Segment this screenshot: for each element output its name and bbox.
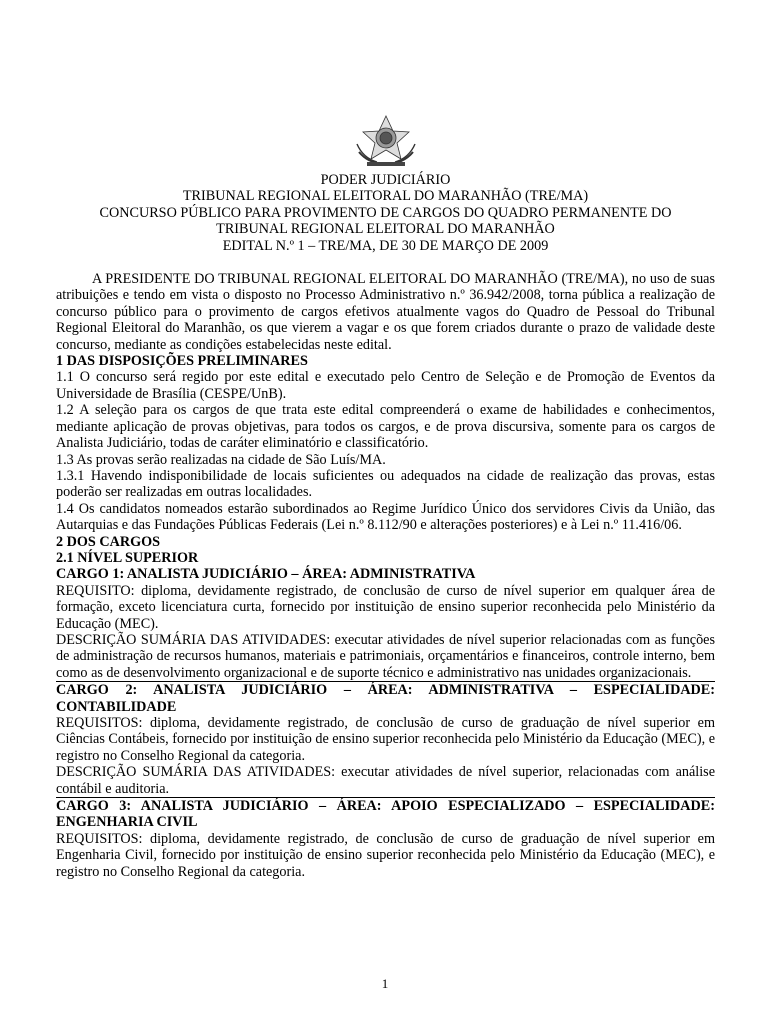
- header-line-2: TRIBUNAL REGIONAL ELEITORAL DO MARANHÃO (TRE/MA): [182, 188, 589, 205]
- header-line-3: CONCURSO PÚBLICO PARA PROVIMENTO DE CARGOS DO QUADRO PERMANENTE DO: [99, 204, 672, 221]
- section-2-1-title: 2.1 NÍVEL SUPERIOR: [56, 549, 199, 566]
- cargo-3-requisito: REQUISITOS: diploma, devidamente registrado, de conclusão de curso de graduação de nível superior em Engenharia Civil, fornecido por instituição de ensino superior reconhecida pelo Ministério da Educação (MEC), e registro no Conselho Regional da categoria.: [56, 830, 715, 880]
- document-header: [56, 172, 715, 254]
- item-1-3-1: 1.3.1 Havendo indisponibilidade de locais suficientes ou adequados na cidade de realização das provas, estas poderão ser realizadas em outras localidades.: [56, 467, 715, 501]
- section-1-title: 1 DAS DISPOSIÇÕES PRELIMINARES: [56, 353, 308, 370]
- cargo-1-requisito: REQUISITO: diploma, devidamente registrado, de conclusão de curso de nível superior em qualquer área de formação, exceto licenciatura curta, fornecido por instituição de ensino superior reconhecida pelo Ministério da Educação (MEC).: [56, 582, 715, 632]
- cargo-2-descricao: DESCRIÇÃO SUMÁRIA DAS ATIVIDADES: executar atividades de nível superior, relacionadas com análise contábil e auditoria.: [56, 764, 715, 797]
- cargo-3-title: CARGO 3: ANALISTA JUDICIÁRIO – ÁREA: APOIO ESPECIALIZADO – ESPECIALIDADE: ENGENHARIA CIVIL: [56, 798, 715, 831]
- section-2-title: 2 DOS CARGOS: [56, 533, 161, 550]
- document-body: [56, 271, 715, 880]
- item-1-4: 1.4 Os candidatos nomeados estarão subordinados ao Regime Jurídico Único dos servidores Civis da União, das Autarquias e das Fundações Públicas Federais (Lei n.º 8.112/90 e alterações posteriores) e à Lei n.º 11.416/06.: [56, 500, 715, 534]
- cargo-1-descricao: DESCRIÇÃO SUMÁRIA DAS ATIVIDADES: executar atividades de nível superior relacionadas com as funções de administração de recursos humanos, materiais e patrimoniais, orçamentários e financeiros, controle interno, bem como as de desenvolvimento organizacional e de suporte técnico e administrativo nas unidades organizacionais.: [56, 631, 715, 681]
- coat-of-arms-icon: [353, 114, 419, 168]
- header-line-1: PODER JUDICIÁRIO: [320, 172, 451, 188]
- cargo-1-title: CARGO 1: ANALISTA JUDICIÁRIO – ÁREA: ADMINISTRATIVA: [56, 566, 476, 583]
- header-line-4: TRIBUNAL REGIONAL ELEITORAL DO MARANHÃO: [216, 221, 555, 238]
- item-1-3: 1.3 As provas serão realizadas na cidade de São Luís/MA.: [56, 451, 386, 468]
- cargo-2-requisito: REQUISITOS: diploma, devidamente registrado, de conclusão de curso de graduação de nível superior em Ciências Contábeis, fornecido por instituição de ensino superior reconhecida pelo Ministério da Educação (MEC), e registro no Conselho Regional da categoria.: [56, 715, 715, 764]
- page-number: 1: [381, 976, 389, 991]
- item-1-1: 1.1 O concurso será regido por este edital e executado pelo Centro de Seleção e de Promoção de Eventos da Universidade de Brasília (CESPE/UnB).: [56, 369, 715, 402]
- intro-paragraph: A PRESIDENTE DO TRIBUNAL REGIONAL ELEITORAL DO MARANHÃO (TRE/MA), no uso de suas atribuições e tendo em vista o disposto no Processo Administrativo n.º 36.942/2008, torna pública a realização de concurso público para o provimento de cargos efetivos atualmente vagos do Quadro de Pessoal do Tribunal Regional Eleitoral do Maranhão, os que vierem a vagar e os que forem criados durante o prazo de validade deste concurso, mediante as condições estabelecidas neste edital.: [56, 271, 715, 353]
- header-line-5: EDITAL N.º 1 – TRE/MA, DE 30 DE MARÇO DE 2009: [222, 237, 549, 254]
- document-page: [56, 114, 715, 880]
- cargo-2-title: CARGO 2: ANALISTA JUDICIÁRIO – ÁREA: ADMINISTRATIVA – ESPECIALIDADE: CONTABILIDADE: [56, 682, 715, 715]
- item-1-2: 1.2 A seleção para os cargos de que trata este edital compreenderá o exame de habilidades e conhecimentos, mediante aplicação de provas objetivas, para todos os cargos, e de prova discursiva, somente para os cargos de Analista Judiciário, todas de caráter eliminatório e classificatório.: [56, 402, 715, 452]
